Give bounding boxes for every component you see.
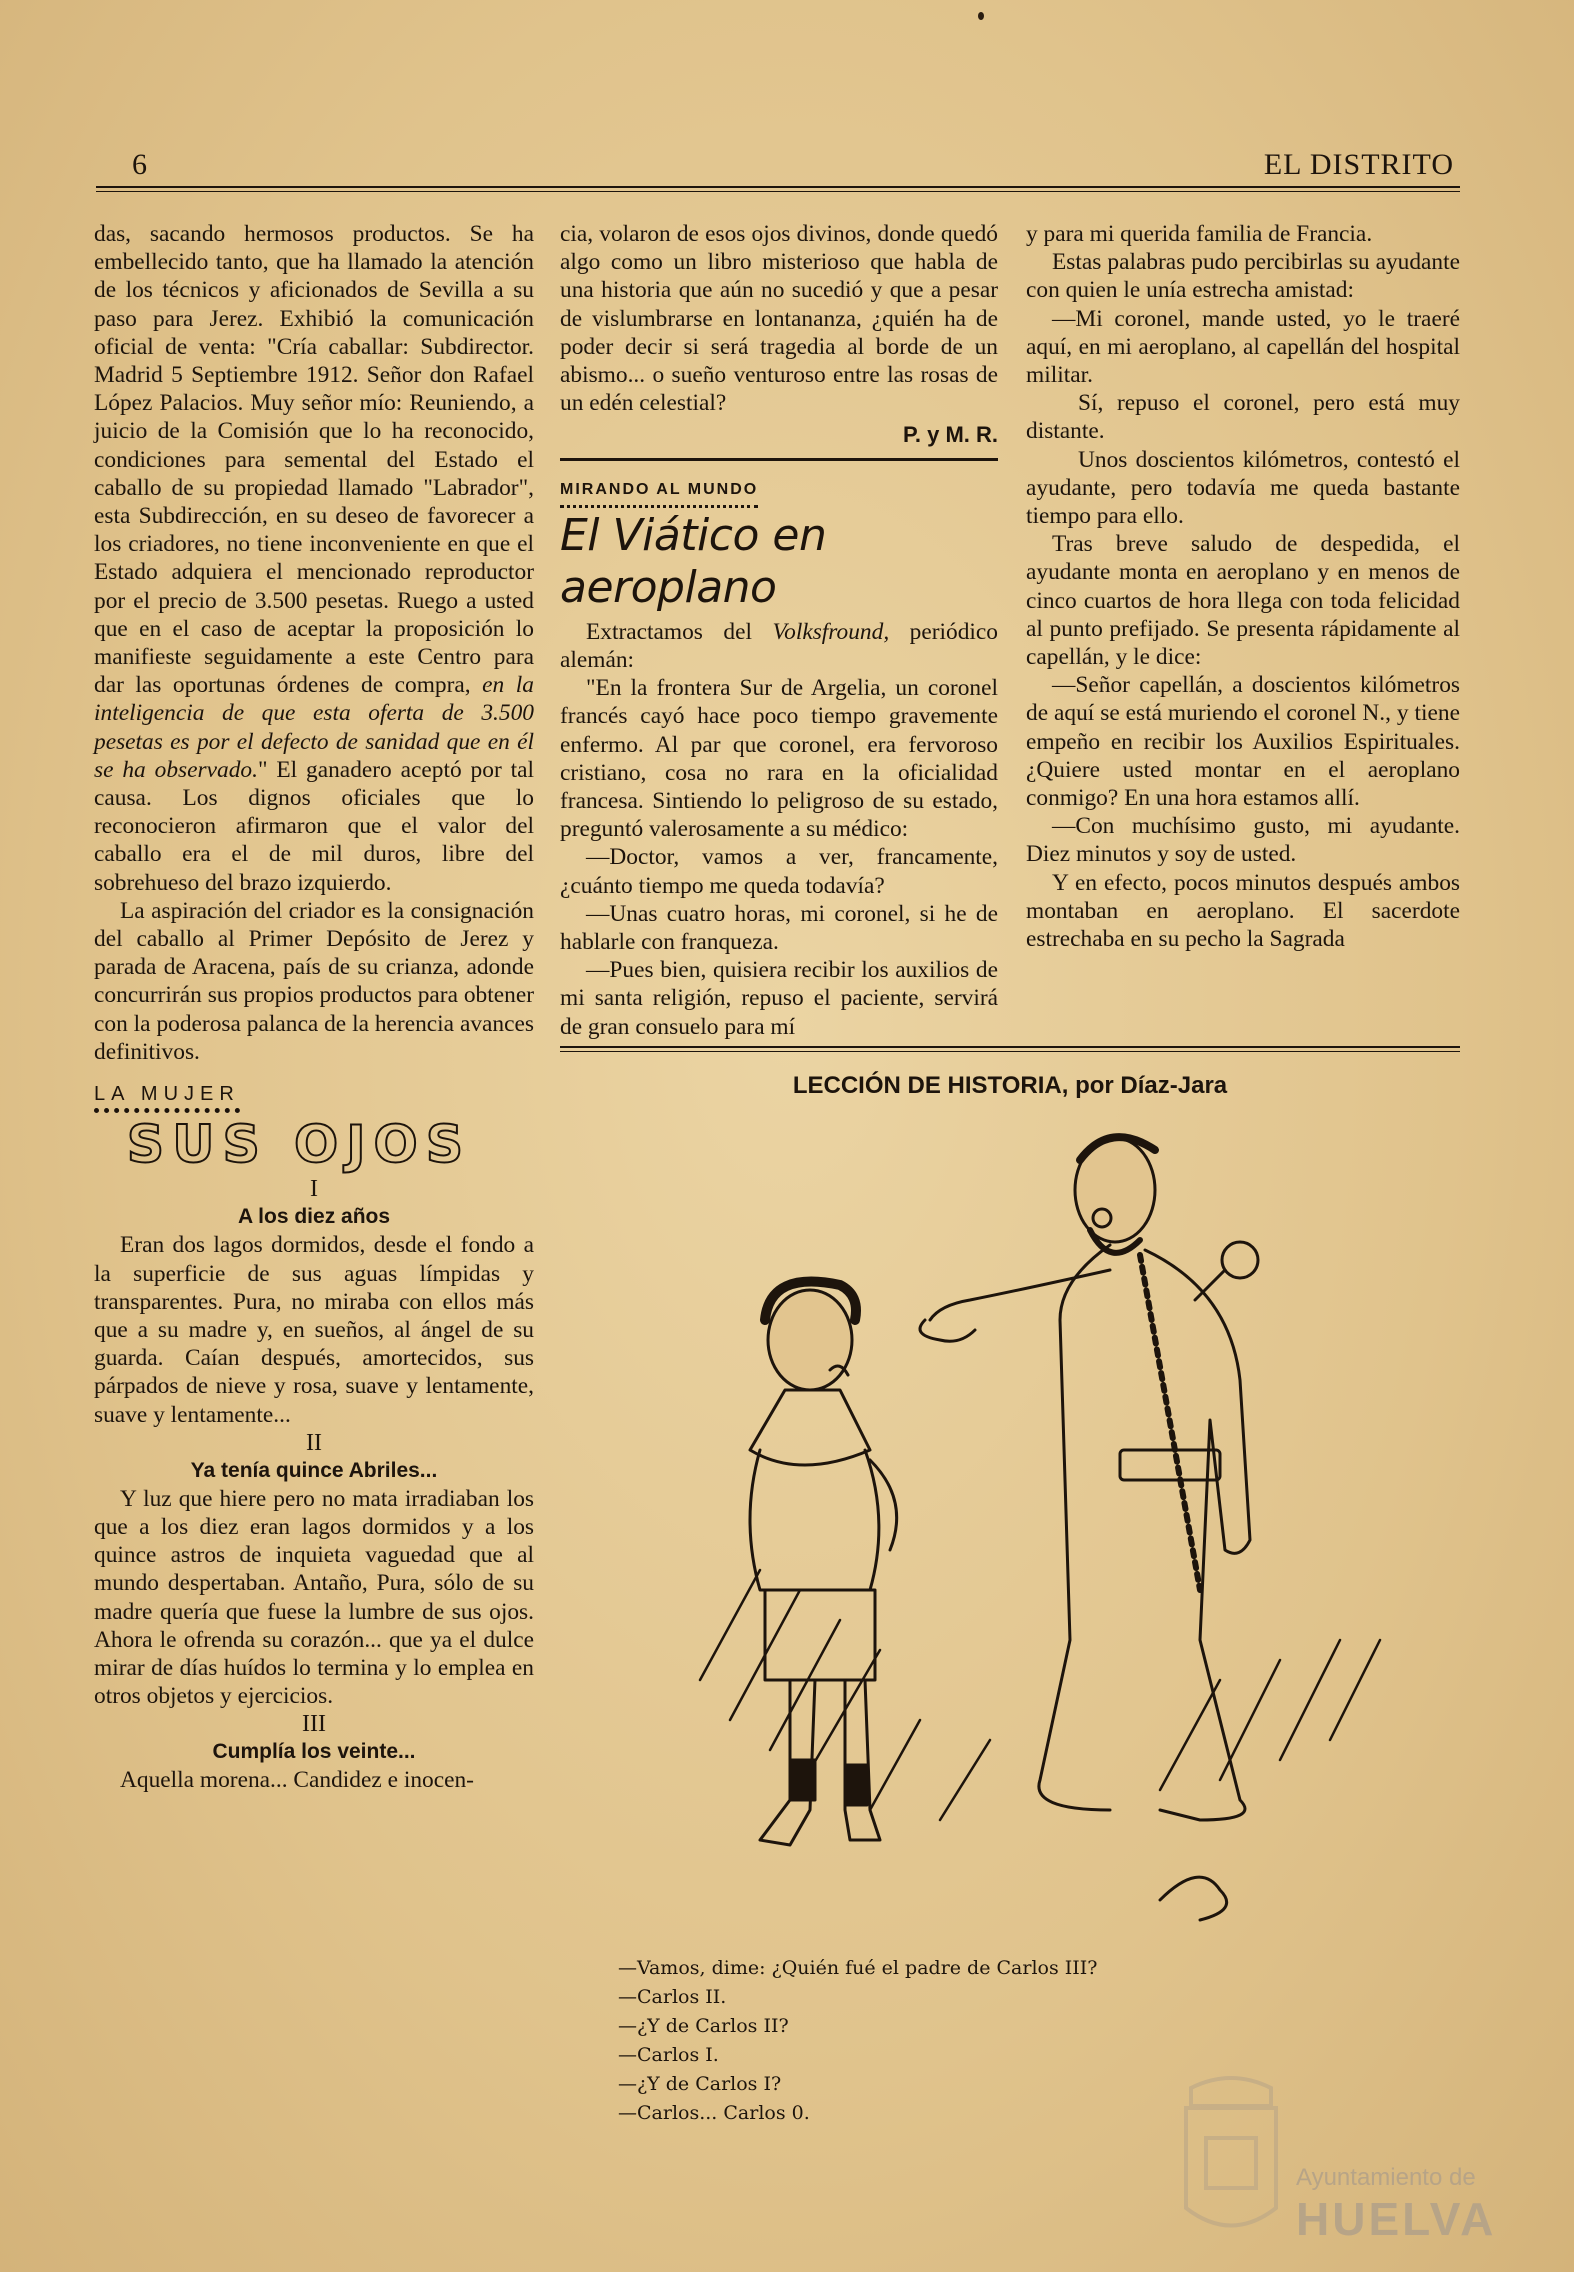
article-paragraph: —Señor capellán, a doscientos kilómetros de aquí se está muriendo el coronel N., y tiene empeño en recibir los Auxilios Espirituales. ¿Quiere usted montar en el aeroplano conmigo? En una hora estamos allí. [1026, 672, 1460, 812]
watermark-text: Ayuntamiento de [1296, 2164, 1476, 2191]
cartoon-illustration [640, 1120, 1420, 1960]
section-title: SUS OJOS [126, 1115, 472, 1176]
article-paragraph: —Con muchísimo gusto, mi ayudante. Diez minutos y soy de usted. [1026, 813, 1460, 868]
dialogue-line: —Carlos II. [618, 1986, 727, 2008]
part-subtitle: Ya tenía quince Abriles... [190, 1458, 438, 1482]
header-rule [96, 186, 1460, 188]
article-title: El Viático en aeroplano [560, 509, 827, 613]
part-text: Aquella morena... Candidez e inocen- [120, 1767, 474, 1794]
watermark-text: HUELVA [1296, 2193, 1497, 2245]
part-text: Eran dos lagos dormidos, desde el fondo a la superficie de sus aguas límpidas y transparentes. Pura, no miraba con ellos más que a su madre y, en sueños, al ángel de su guarda. Caían después, amortecidos, sus párpados de nieve y rosa, suave y lentamente, suave y lentamente... [94, 1232, 534, 1428]
dialogue-line: —Carlos I. [618, 2044, 719, 2066]
section-kicker: LA MUJER [94, 1080, 240, 1113]
page-header [96, 148, 1460, 184]
teacher-figure [920, 1137, 1258, 1820]
part-number: III [302, 1711, 326, 1738]
article-intro: Extractamos del Volksfround, periódico alemán: [560, 618, 998, 674]
article-paragraph: La aspiración del criador es la consignación del caballo al Primer Depósito de Jerez y parada de Aracena, país de su crianza, adonde concurrirán sus propios productos para obtener con la poderosa palanca de la herencia avances definitivos. [94, 897, 534, 1065]
article-paragraph: y para mi querida familia de Francia. [1026, 221, 1373, 247]
dialogue-line: —Vamos, dime: ¿Quién fué el padre de Carlos III? [618, 1957, 1098, 1979]
article-paragraph: "En la frontera Sur de Argelia, un coronel francés cayó hace poco tiempo gravemente enfermo. Al par que coronel, era fervoroso cristiano, cosa no rara en la oficialidad francesa. Sintiendo lo peligroso de su estado, preguntó valerosamente a su médico: [560, 675, 998, 843]
section-rule [560, 458, 998, 461]
section-kicker: MIRANDO AL MUNDO [560, 476, 758, 508]
column-3 [1026, 220, 1460, 953]
page-number: 6 [132, 148, 147, 181]
part-number: II [306, 1429, 322, 1456]
boy-figure [750, 1282, 897, 1845]
cartoon-rule [560, 1046, 1460, 1048]
part-subtitle: Cumplía los veinte... [212, 1740, 416, 1764]
article-paragraph: —Mi coronel, mande usted, yo le traeré aquí, en mi aeroplano, al capellán del hospital militar. [1026, 305, 1460, 389]
part-number: I [310, 1176, 318, 1203]
article-paragraph: —Pues bien, quisiera recibir los auxilios de mi santa religión, repuso el paciente, servirá de gran consuelo para mí [560, 957, 998, 1040]
newspaper-name: Volksfround, [772, 618, 890, 645]
article-paragraph: Tras breve saludo de despedida, el ayudante monta en aeroplano y en menos de cinco cuartos de hora llega con toda felicidad al punto prefijado. Se presenta rápidamente al capellán, y le dice: [1026, 531, 1460, 671]
italic-quote: en la inteligencia de que esta oferta de 3.500 pesetas es por el defecto de sanidad que en él se ha observado. [94, 672, 534, 783]
header-rule-thin [96, 191, 1460, 192]
ink-dot [978, 12, 984, 20]
article-paragraph: Estas palabras pudo percibirlas su ayudante con quien le unía estrecha amistad: [1026, 249, 1460, 304]
column-1 [94, 220, 534, 1795]
section-header [94, 1066, 534, 1113]
cartoon-title: LECCIÓN DE HISTORIA, por Díaz-Jara [792, 1072, 1228, 1099]
kicker-wrap [560, 473, 998, 508]
dialogue-line: —¿Y de Carlos I? [618, 2073, 782, 2095]
masthead: EL DISTRITO [1263, 148, 1454, 181]
article-paragraph: Y en efecto, pocos minutos después ambos montaban en aeroplano. El sacerdote estrechaba en su pecho la Sagrada [1026, 869, 1460, 953]
article-paragraph: —Unas cuatro horas, mi coronel, si he de hablarle con franqueza. [560, 900, 998, 956]
article-paragraph: Unos doscientos kilómetros, contestó el ayudante, pero todavía me queda bastante tiempo para ello. [1026, 446, 1460, 530]
column-2 [560, 220, 998, 1041]
part-subtitle: A los diez años [237, 1205, 391, 1229]
article-paragraph: Sí, repuso el coronel, pero está muy distante. [1026, 390, 1460, 445]
dialogue-line: —¿Y de Carlos II? [618, 2015, 789, 2037]
signature: P. y M. R. [903, 422, 998, 448]
cartoon-dialogue [618, 1954, 1097, 2128]
cartoon-rule-thin [560, 1051, 1460, 1052]
part-text: Y luz que hiere pero no mata irradiaban los que a los diez eran lagos dormidos y a los quince astros de inquieta vaguedad que al mundo despertaban. Antaño, Pura, sólo de su madre quería que fuese la lumbre de sus ojos. Ahora le ofrenda su corazón... que ya el dulce mirar de días huídos lo termina y lo emplea en otros objetos y ejercicios. [94, 1485, 534, 1710]
dialogue-line: —Carlos... Carlos 0. [618, 2102, 810, 2124]
artist-signature [1160, 1877, 1227, 1920]
article-paragraph: —Doctor, vamos a ver, francamente, ¿cuánto tiempo me queda todavía? [560, 844, 998, 899]
article-paragraph: cia, volaron de esos ojos divinos, donde quedó algo como un libro misterioso que habla de una historia que aún no sucedió y que a pesar de vislumbrarse en lontananza, ¿quién ha de poder decir si será tragedia al borde de un abismo... o sueño venturoso entre las rosas de un edén celestial? [560, 221, 998, 417]
article-paragraph: das, sacando hermosos productos. Se ha embellecido tanto, que ha llamado la atención de los técnicos y aficionados de Sevilla a su paso para Jerez. Exhibió la comunicación oficial de venta: "Cría caballar: Subdirector. Madrid 5 Septiembre 1912. Señor don Rafael López Palacios. Muy señor mío: Reuniendo, a juicio de la Comisión que lo ha reconocido, condiciones para semental del Estado el caballo de su propiedad llamado "Labrador", esta Subdirección, en su deseo de favorecer a los criadores, no tiene inconveniente en que el Estado adquiera el mencionado reproductor por el precio de 3.500 pesetas. Ruego a usted que en el caso de aceptar la proposición lo manifieste seguidamente a este Centro para dar las oportunas órdenes de compra, en la inteligencia de que esta oferta de 3.500 pesetas es por el defecto de sanidad que en él se ha observado." El ganadero aceptó por tal causa. Los dignos oficiales que lo reconocieron afirmaron que el valor del caballo era el de mil duros, libre del sobrehueso del brazo izquierdo. [94, 221, 534, 896]
